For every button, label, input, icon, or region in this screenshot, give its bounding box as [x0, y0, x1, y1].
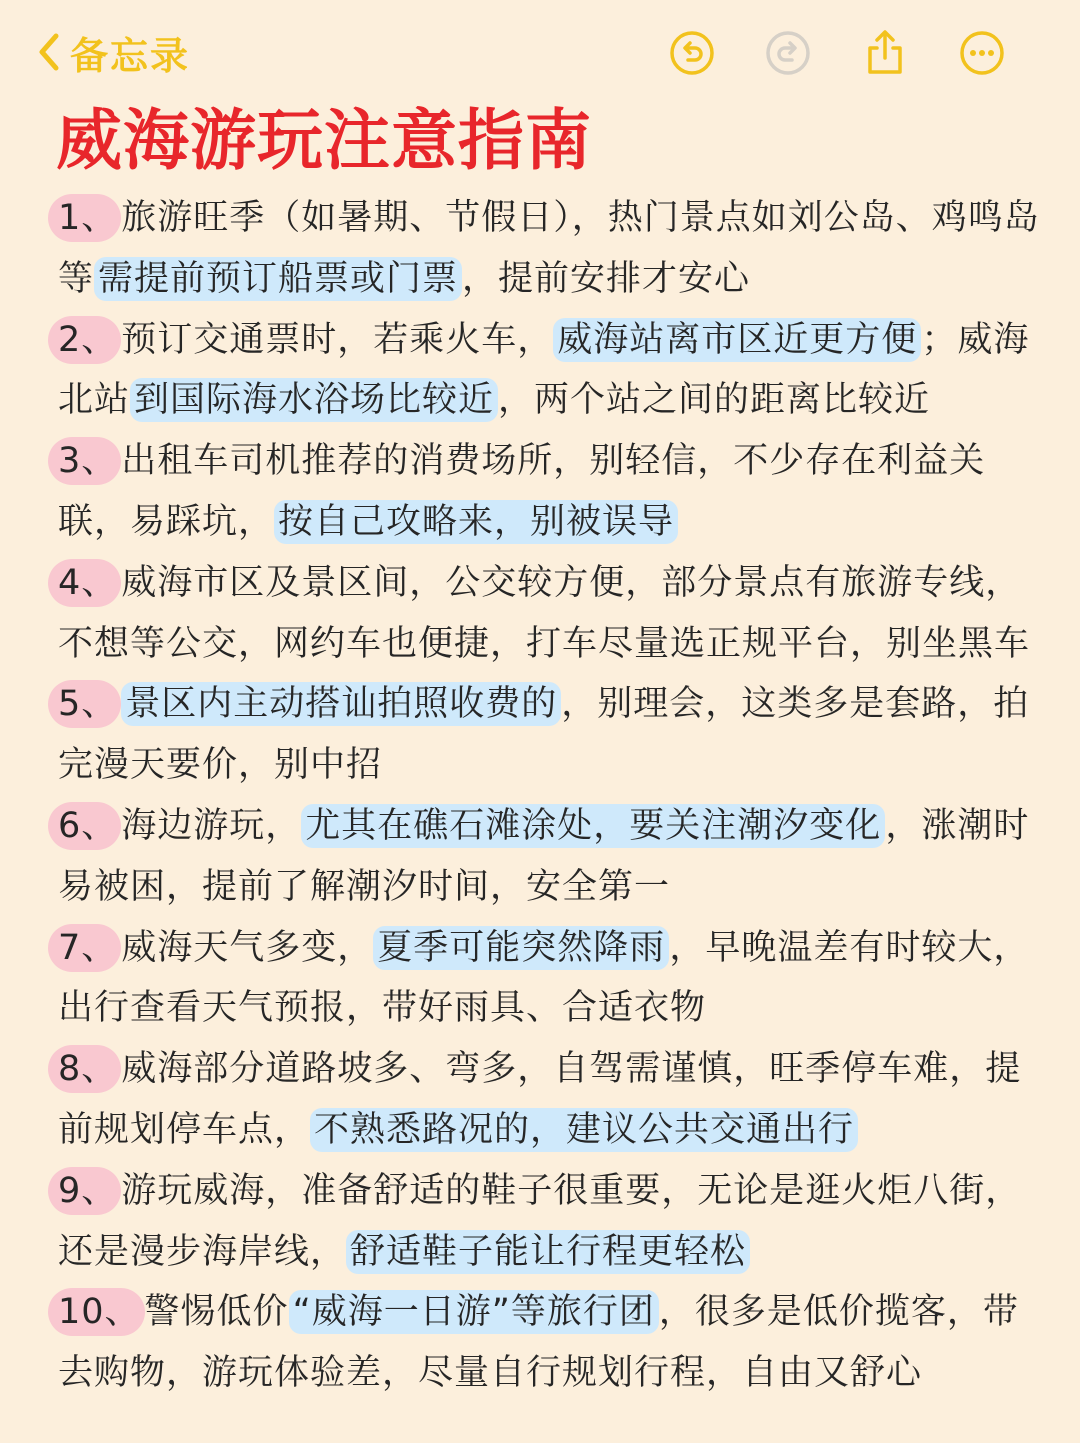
- tip-item: [58, 674, 1048, 796]
- tip-number: 5、: [48, 680, 121, 728]
- tip-text: ，涨潮时易被困，提前了解潮汐时间，安全第一: [58, 805, 1030, 907]
- tip-text: ，很多是低价揽客，带去购物，游玩体验差，尽量自行规划行程，自由又舒心: [58, 1292, 1019, 1394]
- tip-text: ，两个站之间的距离比较近: [498, 380, 931, 421]
- back-label: 备忘录: [70, 33, 191, 78]
- tip-item: [58, 1039, 1048, 1161]
- tip-highlight: 舒适鞋子能让行程更轻松: [346, 1230, 750, 1274]
- tip-item: [58, 310, 1048, 432]
- tip-highlight: 夏季可能突然降雨: [373, 926, 669, 970]
- tip-text: 威海天气多变，: [121, 927, 374, 968]
- note-title: 威海游玩注意指南: [56, 102, 592, 179]
- undo-icon: [667, 28, 717, 78]
- tip-highlight: 尤其在礁石滩涂处，要关注潮汐变化: [301, 804, 885, 848]
- tip-number: 3、: [48, 437, 121, 485]
- tip-text: 威海部分道路坡多、弯多，自驾需谨慎，旺季停车难，提前规划停车点，: [58, 1049, 1022, 1150]
- tip-text: ，别理会，这类多是套路，拍完漫天要价，别中招: [58, 684, 1030, 786]
- tip-item: [58, 1161, 1048, 1283]
- redo-button[interactable]: [763, 28, 813, 78]
- share-icon: [860, 28, 910, 78]
- chevron-left-icon: [36, 32, 62, 72]
- tip-highlight: 按自己攻略来，别被误导: [274, 500, 678, 544]
- tip-text: 旅游旺季（如暑期、节假日），热门景点如刘公岛、鸡鸣岛等: [58, 198, 1040, 299]
- tip-text: ，早晚温差有时较大，出行查看天气预报，带好雨具、合适衣物: [58, 927, 1030, 1029]
- tip-number: 9、: [48, 1167, 121, 1215]
- tip-number: 7、: [48, 924, 121, 972]
- tip-text: ；威海北站: [58, 319, 1030, 421]
- tip-item: [58, 431, 1048, 553]
- tip-item: [58, 918, 1048, 1040]
- nav-bar: [0, 0, 1080, 100]
- tip-text: 出租车司机推荐的消费场所，别轻信，不少存在利益关联，易踩坑，: [58, 441, 986, 542]
- undo-button[interactable]: [667, 28, 717, 78]
- tip-text: 预订交通票时，若乘火车，: [121, 319, 554, 360]
- tip-text: ，提前安排才安心: [462, 258, 751, 299]
- tip-item: [58, 796, 1048, 918]
- tip-number: 4、: [48, 559, 121, 607]
- tip-highlight: “威海一日游”等旅行团: [289, 1290, 659, 1334]
- more-icon: [957, 28, 1007, 78]
- tip-highlight: 到国际海水浴场比较近: [130, 378, 498, 422]
- tip-text: 警惕低价: [144, 1292, 289, 1333]
- tip-text: 游玩威海，准备舒适的鞋子很重要，无论是逛火炬八街，还是漫步海岸线，: [58, 1170, 1022, 1272]
- tip-number: 2、: [48, 316, 121, 364]
- tip-highlight: 不熟悉路况的，建议公共交通出行: [310, 1108, 858, 1152]
- tip-highlight: 威海站离市区近更方便: [553, 318, 921, 362]
- tip-number: 1、: [48, 194, 121, 242]
- tip-item: [58, 553, 1048, 675]
- more-button[interactable]: [957, 28, 1007, 78]
- tips-list: [58, 188, 1048, 1404]
- tip-highlight: 景区内主动搭讪拍照收费的: [121, 682, 561, 726]
- back-button[interactable]: [36, 26, 190, 78]
- tip-item: [58, 188, 1048, 310]
- share-button[interactable]: [860, 28, 910, 78]
- tip-number: 6、: [48, 802, 121, 850]
- tip-highlight: 需提前预订船票或门票: [94, 257, 462, 301]
- tip-item: [58, 1282, 1048, 1404]
- redo-icon: [763, 28, 813, 78]
- tip-number: 8、: [48, 1045, 121, 1093]
- tip-text: 威海市区及景区间，公交较方便，部分景点有旅游专线，不想等公交，网约车也便捷，打车尽量选正规平台，别坐黑车: [58, 562, 1031, 664]
- tip-text: 海边游玩，: [121, 805, 302, 846]
- tip-number: 10、: [48, 1288, 145, 1336]
